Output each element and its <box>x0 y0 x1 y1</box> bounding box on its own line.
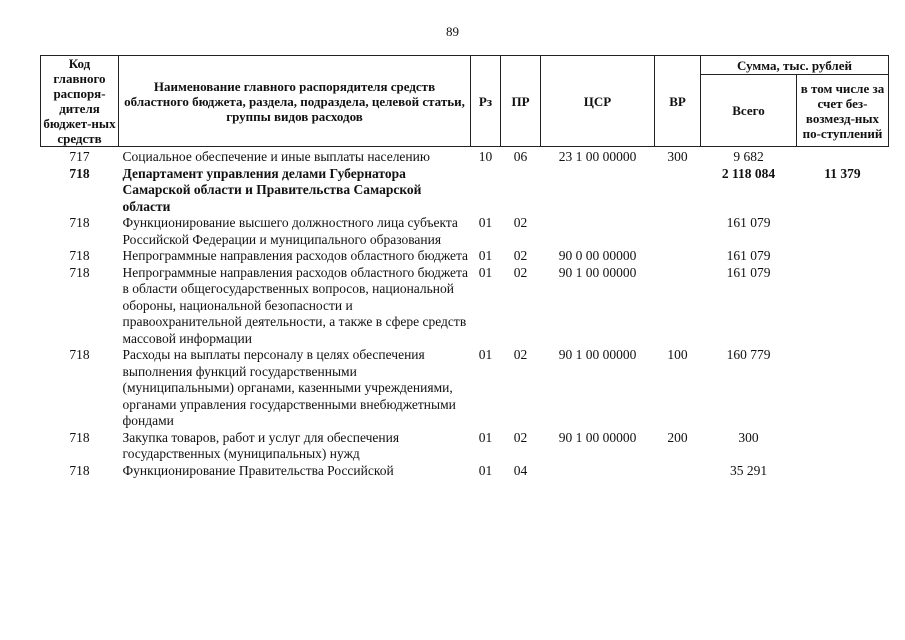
row-csr <box>541 463 655 480</box>
table-row <box>41 166 889 216</box>
row-total: 161 079 <box>726 215 771 230</box>
row-rz: 01 <box>478 264 493 280</box>
budget-table <box>40 55 889 479</box>
row-name: Социальное обеспечение и иные выплаты населению <box>122 149 430 164</box>
header-free: в том числе за счет без-возмезд-ных по-ступлений <box>797 75 889 147</box>
row-name: Функционирование Правительства Российской <box>122 462 394 478</box>
row-name: Функционирование высшего должностного лица субъекта Российской Федерации и муниципального образования <box>122 215 458 247</box>
row-name: Департамент управления делами Губернатора Самарской области и Правительства Самарской области <box>122 165 422 214</box>
row-rz: 01 <box>478 215 493 230</box>
header-vr: ВР <box>655 56 701 147</box>
row-rz: 01 <box>478 429 493 445</box>
row-code: 718 <box>69 429 90 445</box>
row-csr <box>541 215 655 248</box>
row-total: 35 291 <box>729 462 768 478</box>
row-vr <box>655 248 701 265</box>
row-vr <box>655 463 701 480</box>
row-code: 718 <box>69 347 90 362</box>
row-total: 300 <box>738 429 759 445</box>
row-total: 2 118 084 <box>721 165 776 181</box>
row-free <box>797 147 889 166</box>
row-csr: 90 0 00 00000 <box>558 248 637 263</box>
header-rz: Рз <box>471 56 501 147</box>
row-pr: 02 <box>513 248 528 263</box>
row-csr: 90 1 00 00000 <box>558 264 637 280</box>
row-pr: 02 <box>513 264 528 280</box>
row-free <box>797 215 889 248</box>
header-name: Наименование главного распорядителя средств областного бюджета, раздела, подраздела, целевой статьи, группы видов расходов <box>119 56 471 147</box>
row-rz: 01 <box>478 347 493 362</box>
row-pr: 02 <box>513 215 528 230</box>
row-code: 718 <box>69 462 90 478</box>
row-total: 160 779 <box>726 347 771 362</box>
table-row <box>41 430 889 463</box>
table-row <box>41 265 889 348</box>
row-rz: 01 <box>478 248 493 263</box>
row-csr <box>541 166 655 216</box>
row-pr: 04 <box>513 462 528 478</box>
row-pr: 06 <box>513 149 528 164</box>
row-code: 718 <box>69 215 90 230</box>
row-code: 717 <box>69 149 90 164</box>
header-total: Всего <box>701 75 797 147</box>
row-pr: 02 <box>513 429 528 445</box>
row-csr: 90 1 00 00000 <box>558 429 637 445</box>
row-free <box>797 265 889 348</box>
row-csr: 23 1 00 00000 <box>558 149 637 164</box>
table-body <box>41 147 889 480</box>
header-sum-group: Сумма, тыс. рублей <box>701 56 889 75</box>
row-free <box>797 463 889 480</box>
table-header <box>41 56 889 147</box>
header-csr: ЦСР <box>541 56 655 147</box>
row-vr: 300 <box>667 149 688 164</box>
row-vr <box>655 265 701 348</box>
table-row <box>41 215 889 248</box>
row-total: 9 682 <box>733 149 764 164</box>
row-vr: 200 <box>667 429 688 445</box>
row-vr: 100 <box>667 347 688 362</box>
row-code: 718 <box>69 264 90 280</box>
row-name: Непрограммные направления расходов областного бюджета в области общегосударственных вопросов, национальной обороны, национальной безопасности и правоохранительной деятельности, а также в сфере средств массовой информации <box>122 264 469 346</box>
page-number: 89 <box>446 24 459 39</box>
row-code: 718 <box>69 248 90 263</box>
row-vr <box>655 215 701 248</box>
row-rz: 01 <box>478 462 493 478</box>
table-row <box>41 347 889 430</box>
header-pr: ПР <box>501 56 541 147</box>
row-rz: 10 <box>478 149 493 164</box>
row-free: 11 379 <box>824 165 861 181</box>
row-rz <box>471 166 501 216</box>
row-vr <box>655 166 701 216</box>
row-csr: 90 1 00 00000 <box>558 347 637 362</box>
table-row <box>41 463 889 480</box>
row-total: 161 079 <box>726 248 771 263</box>
table-row <box>41 147 889 166</box>
row-pr: 02 <box>513 347 528 362</box>
row-name: Закупка товаров, работ и услуг для обеспечения государственных (муниципальных) нужд <box>122 429 400 461</box>
row-name: Непрограммные направления расходов областного бюджета <box>122 248 469 263</box>
row-free <box>797 347 889 430</box>
table-row <box>41 248 889 265</box>
row-code: 718 <box>69 165 90 181</box>
row-pr <box>501 166 541 216</box>
row-name: Расходы на выплаты персоналу в целях обеспечения выполнения функций государственными (муниципальными) органами, казенными учреждениями, органами управления государственными внебюджетными фондами <box>122 347 456 428</box>
row-free <box>797 248 889 265</box>
row-total: 161 079 <box>726 264 771 280</box>
header-code: Код главного распоря-дителя бюджет-ных средств <box>41 56 119 147</box>
row-free <box>797 430 889 463</box>
